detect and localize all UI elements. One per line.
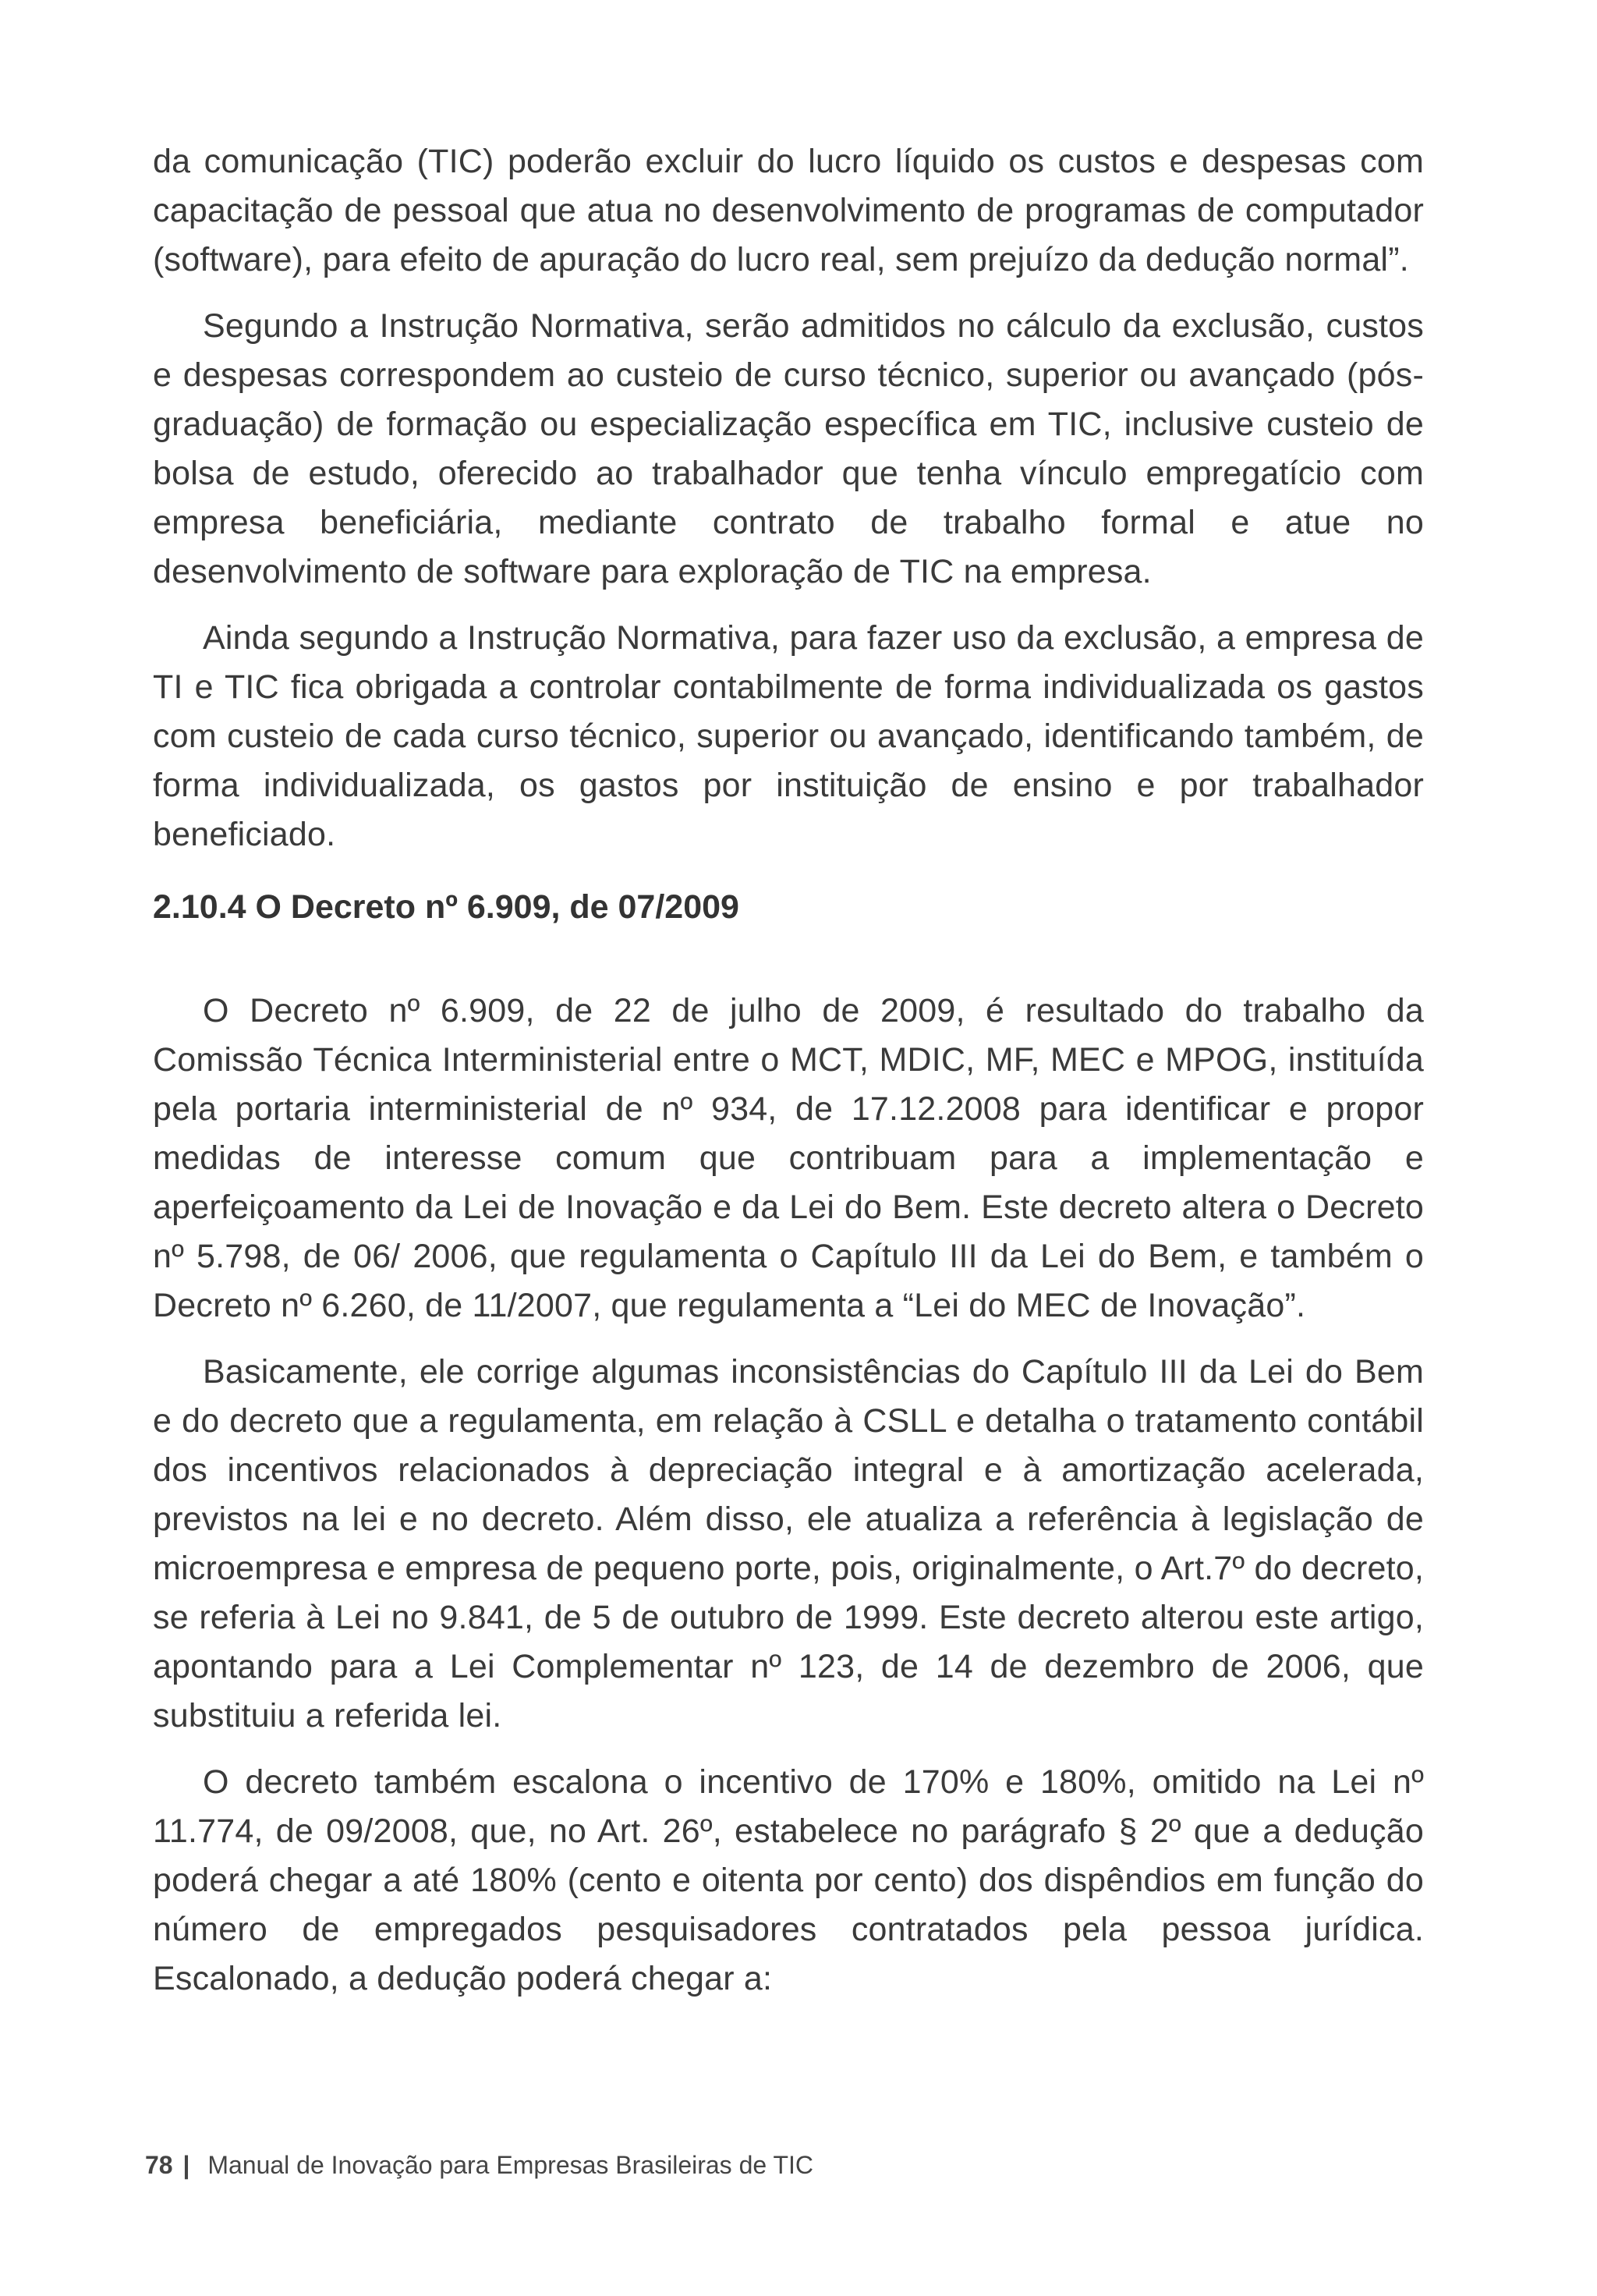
paragraph-controle-contabil: Ainda segundo a Instrução Normativa, para fazer uso da exclusão, a empresa de TI e TIC fica obrigada a controlar contabilmente de forma individualizada os gastos com custeio de cada curso técnico, superior ou avançado, identificando também, de forma individualizada, os gastos por instituição de ensino e por trabalhador beneficiado. [153, 619, 1424, 853]
section-heading: 2.10.4 O Decreto nº 6.909, de 07/2009 [153, 888, 739, 926]
paragraph-continuation: da comunicação (TIC) poderão excluir do lucro líquido os custos e despesas com capacitação de pessoal que atua no desenvolvimento de programas de computador (software), para efeito de apuração do lucro real, sem prejuízo da dedução normal”. [153, 143, 1424, 278]
page-number: 78 [145, 2151, 173, 2179]
paragraph-decreto-origem: O Decreto nº 6.909, de 22 de julho de 2009, é resultado do trabalho da Comissão Técnica Interministerial entre o MCT, MDIC, MF, MEC e MPOG, instituída pela portaria interministerial de nº 934, de 17.12.2008 para identificar e propor medidas de interesse comum que contribuam para a implementação e aperfeiçoamento da Lei de Inovação e da Lei do Bem. Este decreto altera o Decreto nº 5.798, de 06/ 2006, que regulamenta o Capítulo III da Lei do Bem, e também o Decreto nº 6.260, de 11/2007, que regulamenta a “Lei do MEC de Inovação”. [153, 992, 1424, 1324]
page-footer [145, 2149, 813, 2181]
footer-separator: | [182, 2151, 190, 2179]
paragraph-instrucao-normativa: Segundo a Instrução Normativa, serão admitidos no cálculo da exclusão, custos e despesas correspondem ao custeio de curso técnico, superior ou avançado (pós-graduação) de formação ou especialização específica em TIC, inclusive custeio de bolsa de estudo, oferecido ao trabalhador que tenha vínculo empregatício com empresa beneficiária, mediante contrato de trabalho formal e atue no desenvolvimento de software para exploração de TIC na empresa. [153, 307, 1424, 590]
page-body [153, 137, 1424, 2004]
book-title: Manual de Inovação para Empresas Brasileiras de TIC [207, 2151, 814, 2179]
paragraph-decreto-escalonamento: O decreto também escalona o incentivo de 170% e 180%, omitido na Lei nº 11.774, de 09/2008, que, no Art. 26º, estabelece no parágrafo § 2º que a dedução poderá chegar a até 180% (cento e oitenta por cento) dos dispêndios em função do número de empregados pesquisadores contratados pela pessoa jurídica. Escalonado, a dedução poderá chegar a: [153, 1763, 1424, 1997]
paragraph-decreto-correcoes: Basicamente, ele corrige algumas inconsistências do Capítulo III da Lei do Bem e do decreto que a regulamenta, em relação à CSLL e detalha o tratamento contábil dos incentivos relacionados à depreciação integral e à amortização acelerada, previstos na lei e no decreto. Além disso, ele atualiza a referência à legislação de microempresa e empresa de pequeno porte, pois, originalmente, o Art.7º do decreto, se referia à Lei no 9.841, de 5 de outubro de 1999. Este decreto alterou este artigo, apontando para a Lei Complementar nº 123, de 14 de dezembro de 2006, que substituiu a referida lei. [153, 1353, 1424, 1734]
